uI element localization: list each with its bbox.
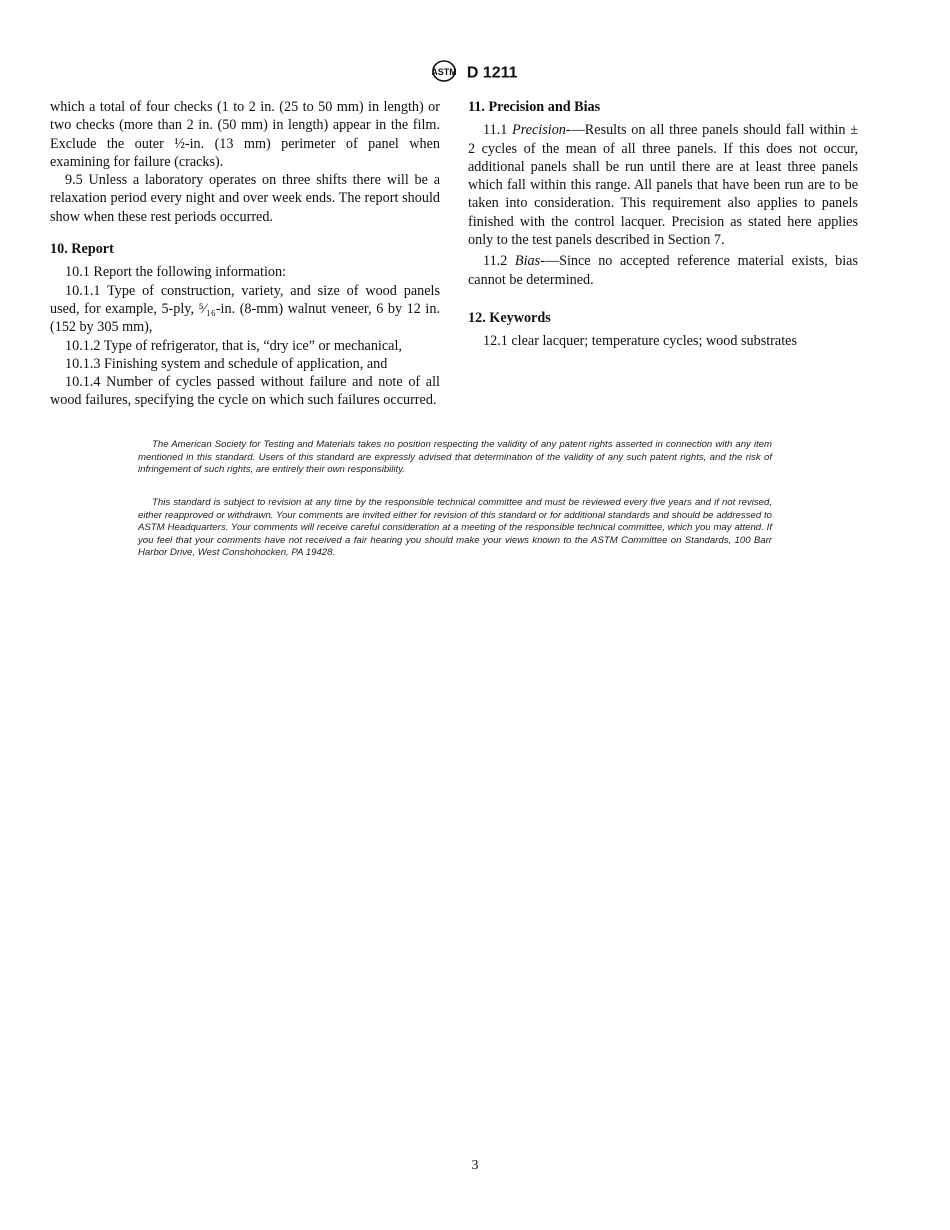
paragraph-11-2-number: 11.2 (483, 253, 508, 270)
patent-notice-text: The American Society for Testing and Materials takes no position respecting the validity of any patent rights asserted in connection with any item mentioned in this standard. Users of this standard are expressly advised that determination of the validity of any such patent rights, and the risk of infringement of such rights, are entirely their own responsibility. (138, 439, 772, 476)
astm-logo-icon (432, 60, 456, 87)
patent-notice (138, 439, 772, 477)
paragraph-10-1: 10.1 Report the following information: (65, 264, 287, 281)
section-heading-report: 10. Report (50, 241, 114, 258)
paragraph-12-1: 12.1 clear lacquer; temperature cycles; wood substrates (483, 333, 797, 350)
standard-code: D 1211 (466, 64, 518, 82)
paragraph-10-1-3: 10.1.3 Finishing system and schedule of application, and (65, 355, 388, 372)
svg-text:ASTM: ASTM (432, 67, 457, 77)
paragraph-10-1-4: 10.1.4 Number of cycles passed without failure and note of all wood failures, specifying the cycle on which such failures occurred. (50, 374, 440, 409)
paragraph-11-2-text: -—Since no accepted reference material exists, bias cannot be determined. (468, 253, 858, 288)
revision-notice (138, 497, 772, 560)
page-header (0, 60, 950, 87)
paragraph-11-2 (468, 252, 858, 289)
paragraph-11-1-number: 11.1 (483, 122, 508, 139)
right-column (468, 98, 858, 354)
paragraph-11-2-term: Bias (514, 253, 541, 270)
section-heading-precision-bias: 11. Precision and Bias (468, 99, 601, 115)
page-number: 3 (471, 1158, 479, 1173)
paragraph-continuation: which a total of four checks (1 to 2 in. (25 to 50 mm) in length) or two checks (more than 2 in. (50 mm) in length) appear in the film. Exclude the outer ½-in. (13 mm) perimeter of panel when examining for failure (cracks). (50, 99, 440, 170)
paragraph-10-1-2: 10.1.2 Type of refrigerator, that is, “dry ice” or mechanical, (65, 337, 402, 354)
paragraph-9-5: 9.5 Unless a laboratory operates on three shifts there will be a relaxation period every night and over week ends. The report should show when these rest periods occurred. (50, 172, 440, 225)
section-heading-keywords: 12. Keywords (468, 309, 551, 326)
paragraph-10-1-1: 10.1.1 Type of construction, variety, and size of wood panels used, for example, 5-ply, ⁵⁄₁₆-in. (8-mm) walnut veneer, 6 by 12 in. (152 by 305 mm), (50, 282, 440, 336)
paragraph-11-1-text: -—Results on all three panels should fall within ± 2 cycles of the mean of all three panels. If this does not occur, additional panels shall be run until there are at least three panels which fall within this range. All panels that have been run are to be taken into consideration. This requirement also applies to panels finished with the control lacquer. Precision as stated here applies only to the test panels described in Section 7. (468, 122, 859, 249)
paragraph-11-1 (468, 121, 858, 249)
left-column (50, 98, 440, 410)
revision-notice-text: This standard is subject to revision at any time by the responsible technical committee and must be reviewed every five years and if not revised, either reapproved or withdrawn. Your comments are invited either for revision of this standard or for additional standards and should be addressed to ASTM Headquarters. Your comments will receive careful consideration at a meeting of the responsible technical committee, which you may attend. If you feel that your comments have not received a fair hearing you should make your views known to the ASTM Committee on Standards, 100 Barr Harbor Drive, West Conshohocken, PA 19428. (138, 497, 772, 559)
paragraph-11-1-term: Precision (512, 122, 566, 139)
